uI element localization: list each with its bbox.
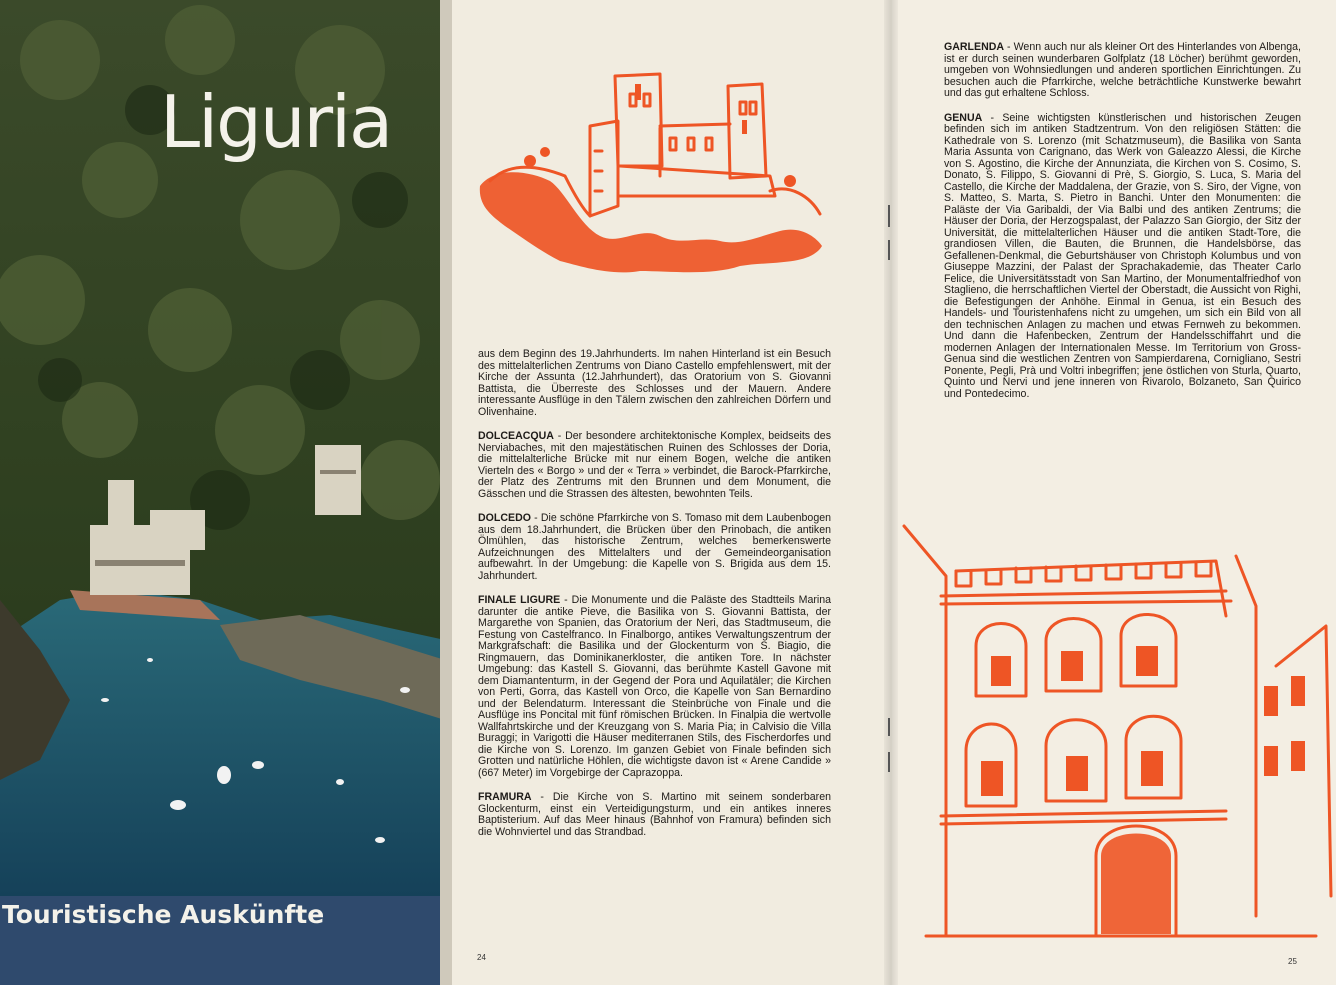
entry-text: - Der besondere architektonische Komplex, beidseits des Nerviabaches, mit den majestätischen Ruinen des Schlosses der Doria, die mittelalterliche Brücke mit nur einem Bogen, welche die antiken Vierteln des « Borgo » und der « Terra » verbindet, die Barock-Pfarrkirche, der Platz des Zentrums mit den Brunnen und dem Monument, die Gässchen und die Strassen des ältesten, bewohnten Teils.: [478, 430, 831, 500]
entry-heading: FINALE LIGURE: [478, 594, 561, 606]
palazzo-illustration: [896, 516, 1336, 951]
entry-heading: GENUA: [944, 111, 983, 124]
entry-dolceacqua: [478, 431, 831, 500]
staple-mark: [888, 752, 890, 772]
staple-mark: [888, 205, 890, 227]
page-25-text: [944, 42, 1301, 413]
entry-text: - Die schöne Pfarrkirche von S. Tomaso mit dem Laubenbogen aus dem 18.Jahrhundert, die Brücken über den Prinobach, die antiken Ölmühlen, das historische Zentrum, welches bemerkenswerte Aufzeichnungen des Mittelalters und der Gemeindeorganisation aufbewahrt. In der Umgebung: die Kapelle von S. Brigida aus dem 15. Jahrhundert.: [478, 512, 831, 582]
page-24-text: [478, 349, 831, 851]
entry-text: - Die Monumente und die Paläste des Stadtteils Marina darunter die antike Pieve, die Basilika von S. Giovanni Battista, der Margarethe von Spanien, das Oratorium der Neri, das Stadtmuseum, die Festung von Castelfranco. In Finalborgo, antikes Verwaltungszentrum der Markgrafschaft: die Basilika und der Glockenturm von S. Biagio, die Ringmauern, das Dominikanerkloster, die antiken Tore. In nächster Umgebung: das Kastell S. Giovanni, das berühmte Kastell Gavone mit dem Diamantenturm, in der Gegend der Pora und Aquilatäler; die Kirchen von Perti, Gorra, das Kastell von Orco, die Kapelle von San Bernardino und der Belendaturm. Interessant die Steinbrüche von Finale und die Ausflüge ins Poncital mit fünf römischen Brücken. In Finalpia die wertvolle Wallfahrtskirche und der Kreuzgang von S. Maria Pia; in Calvisio die Villa Buraggi; in Varigotti die Häuser mediterranen Stils, des Fischerdorfes und die Kirche von S. Lorenzo. Im ganzen Gebiet von Finale befinden sich Grotten und natürliche Höhlen, die wichtigste davon ist « Arene Candide » (667 Meter) im Vorgebirge der Caprazoppa.: [478, 594, 832, 779]
entry-heading: GARLENDA: [944, 41, 1005, 53]
page-number-left: 24: [477, 953, 486, 962]
entry-heading: DOLCEDO: [478, 512, 531, 524]
intro-paragraph: aus dem Beginn des 19.Jahrhunderts. Im nahen Hinterland ist ein Besuch des mittelalterlichen Zentrums von Diano Castello empfehlenswert, mit der Kirche der Assunta (12.Jahrhundert), das Oratorium von S. Giovanni Battista, die Überreste des Schlosses und der Mauern. Andere interessante Ausflüge in den Tälern zwischen den zahlreichen Dörfern und Olivenhaine.: [478, 348, 831, 418]
entry-text: - Seine wichtigsten künstlerischen und historischen Zeugen befinden sich im antiken Stadtzentrum. Von den religiösen Stätten: die Kathedrale von S. Lorenzo (mit Schatzmuseum), die Basilika von Santa Maria Assunta von Carignano, das Werk von Galeazzo Alessi, die Kirche von S. Agostino, die Kirche der Annunziata, die Kirchen von S. Cosimo, S. Donato, S. Filippo, S. Giovanni di Prè, S. Giorgio, S. Luca, S. Maria del Castello, die Kirche der Maddalena, der Grazie, von S. Siro, der Vigne, von S. Matteo, S. Marta, S. Pietro in Banchi. Unter den Monumenten: die Paläste der Via Garibaldi, der Via Balbi und des antiken Zentrums; die Häuser der Doria, der Herzogspalast, der Palazzo San Giorgio, der Sitz der Universität, die mittelalterlichen Häuser und die antiken Stadt-Tore, die grandiosen Villen, die Bauten, die Brunnen, die Handelsbörse, das Gefallenen-Denkmal, die Geburtshäuser von Christoph Kolumbus und von Giuseppe Mazzini, der Palast der Sprachakademie, das Theater Carlo Felice, die Universitätsstadt von San Martino, der Monumentalfriedhof von Staglieno, die herrschaftlichen Viertel der Oberstadt, die Aussicht von Righi, die Befestigungen der Anhöhe. Einmal in Genua, ist ein Besuch des Handels- und Touristenhafens nicht zu umgehen, um sich ein Bild von all den technischen Anlagen zu machen und etwas Fernweh zu bekommen. Und dann die Hafenbecken, Zentrum der Handelsschiffahrt und die modernen Anlagen der Internationalen Messe. Im Territorium von Gross-Genua sind die westlichen Zentren von Sampierdarena, Cornigliano, Sestri Ponente, Pegli, Prà und Voltri inbegriffen; jene östlichen von Sturla, Quarto, Quinto und Nervi und jene inneren von Rivarolo, Bolzaneto, San Quirico und Pontedecimo.: [944, 111, 1301, 400]
entry-heading: FRAMURA: [478, 791, 532, 803]
entry-garlenda: [944, 42, 1301, 100]
castle-illustration: [470, 66, 830, 286]
entry-text: - Die Kirche von S. Martino mit seinem sonderbaren Glockenturm, einst ein Verteidigungsturm, und ein antikes inneres Baptisterium. Auf das Meer hinaus (Bahnhof von Framura) befinden sich die Wohnviertel und das Strandbad.: [478, 791, 831, 838]
entry-genua: [944, 113, 1301, 401]
cover-title: Liguria: [160, 80, 392, 164]
entry-heading: DOLCEACQUA: [478, 430, 554, 442]
staple-mark: [888, 718, 890, 736]
staple-mark: [888, 240, 890, 260]
page-number-right: 25: [1288, 957, 1297, 966]
entry-text: - Wenn auch nur als kleiner Ort des Hinterlandes von Albenga, ist er durch seinen wunderbaren Golfplatz (18 Löcher) berühmt geworden, umgeben von Wohnsiedlungen und anderen sportlichen Einrichtungen. Zu besuchen auch die Pfarrkirche, welche beträchtliche Kunstwerke bewahrt und das gut erhaltene Schloss.: [944, 41, 1301, 99]
cover-subtitle: Touristische Auskünfte: [2, 900, 325, 929]
entry-framura: [478, 792, 831, 838]
cover: [0, 0, 445, 985]
entry-dolcedo: [478, 513, 831, 582]
entry-finale-ligure: [478, 595, 831, 779]
